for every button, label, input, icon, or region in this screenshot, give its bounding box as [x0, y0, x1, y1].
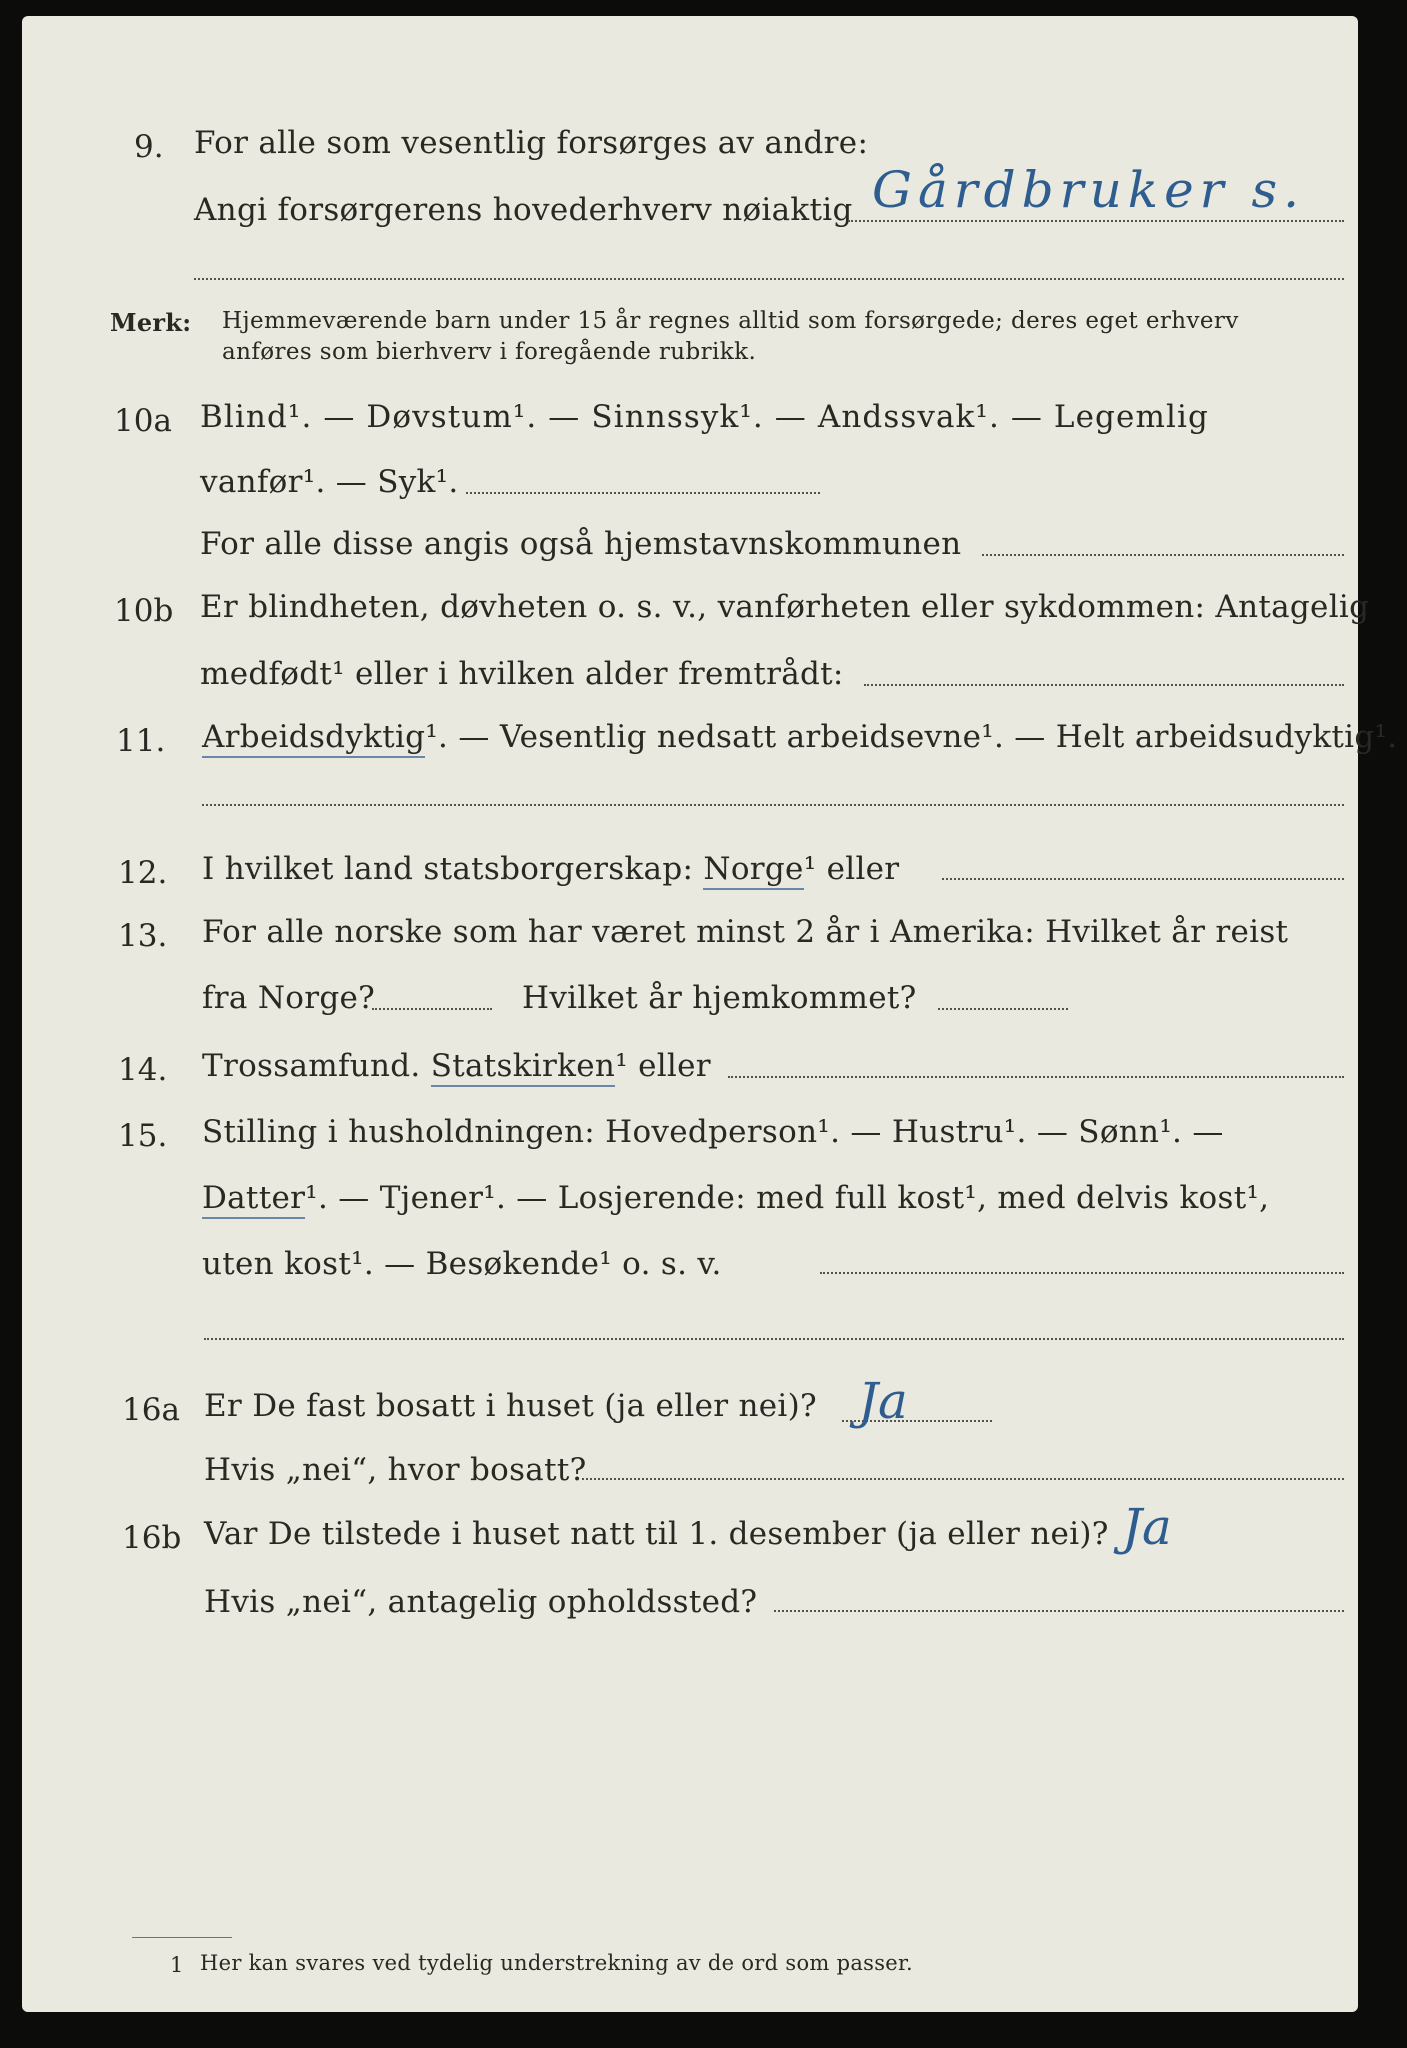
q11-rest: ¹. — Vesentlig nedsatt arbeidsevne¹. — Helt arbeidsudyktig¹.	[425, 719, 1398, 755]
q15-extra-line	[204, 1338, 1344, 1340]
q16b-number: 16b	[122, 1520, 182, 1556]
q15-line1: Stilling i husholdningen: Hovedperson¹. — Hustru¹. — Sønn¹. —	[202, 1114, 1224, 1150]
footnote-mark: 1	[170, 1953, 184, 1977]
q15-number: 15.	[118, 1118, 168, 1154]
q14-number: 14.	[118, 1052, 168, 1088]
q10b-line1: Er blindheten, døvheten o. s. v., vanførheten eller sykdommen: Antagelig	[200, 589, 1370, 625]
q14-trossamfund-line	[728, 1076, 1344, 1078]
q14-text	[202, 1048, 711, 1084]
q11-number: 11.	[116, 723, 166, 759]
q16b-handwritten-answer: Ja	[1122, 1498, 1172, 1556]
q9-extra-line	[194, 278, 1344, 280]
q15-line2	[202, 1180, 1269, 1216]
q10b-line2: medfødt¹ eller i hvilken alder fremtrådt:	[200, 656, 844, 692]
census-form-page	[22, 16, 1398, 2012]
q12-land-line	[942, 878, 1344, 880]
q15-underlined-option: Datter	[202, 1180, 305, 1219]
q10b-alder-line	[864, 684, 1344, 686]
merk-line1: Hjemmeværende barn under 15 år regnes alltid som forsørgede; deres eget erhverv	[222, 308, 1239, 334]
q16b-line1: Var De tilstede i huset natt til 1. desember (ja eller nei)?	[204, 1516, 1109, 1552]
q10a-number: 10a	[114, 403, 172, 439]
q9-handwritten-answer: Gårdbruker s.	[872, 161, 1306, 219]
q12-number: 12.	[118, 855, 168, 891]
q16a-line1: Er De fast bosatt i huset (ja eller nei)?	[204, 1388, 817, 1424]
q14-pre: Trossamfund.	[202, 1048, 421, 1084]
q13-number: 13.	[118, 918, 168, 954]
q10a-line1: Blind¹. — Døvstum¹. — Sinnssyk¹. — Andssvak¹. — Legemlig	[200, 399, 1209, 435]
q12-text	[202, 851, 899, 887]
footnote-text: Her kan svares ved tydelig understrekning av de ord som passer.	[200, 1951, 914, 1975]
q11-extra-line	[202, 804, 1344, 806]
q15-line3: uten kost¹. — Besøkende¹ o. s. v.	[202, 1246, 722, 1282]
q16b-line2: Hvis „nei“, antagelig opholdssted?	[204, 1584, 758, 1620]
q10a-line2: vanfør¹. — Syk¹.	[200, 464, 459, 500]
q14-underlined-option: Statskirken	[431, 1048, 615, 1087]
q10a-kommune-line	[982, 554, 1344, 556]
footnote-rule	[132, 1937, 232, 1938]
q16a-handwritten-answer: Ja	[858, 1372, 908, 1430]
q13-line2a: fra Norge?	[202, 980, 376, 1016]
q12-post: ¹ eller	[803, 851, 900, 887]
merk-label: Merk:	[110, 308, 192, 337]
q9-line1: For alle som vesentlig forsørges av andre:	[194, 125, 869, 161]
q10a-line3: For alle disse angis også hjemstavnskommunen	[200, 526, 962, 562]
q16a-line2: Hvis „nei“, hvor bosatt?	[204, 1452, 587, 1488]
q16b-opholdssted-line	[774, 1610, 1344, 1612]
q9-number: 9.	[134, 129, 164, 165]
q13-hjemkommet-line	[938, 1008, 1068, 1010]
q14-post: ¹ eller	[615, 1048, 711, 1084]
q15-besokende-line	[820, 1272, 1344, 1274]
q13-line1: For alle norske som har været minst 2 år i Amerika: Hvilket år reist	[202, 914, 1289, 950]
q13-reist-line	[372, 1008, 492, 1010]
q11-underlined-option: Arbeidsdyktig	[202, 719, 425, 758]
merk-line2: anføres som bierhverv i foregående rubrikk.	[222, 339, 757, 365]
q16a-number: 16a	[122, 1392, 180, 1428]
q12-underlined-option: Norge	[703, 851, 803, 890]
q10a-syk-line	[466, 492, 820, 494]
q10b-number: 10b	[114, 593, 174, 629]
q13-line2b: Hvilket år hjemkommet?	[522, 980, 917, 1016]
q16a-bosatt-line	[582, 1478, 1344, 1480]
q12-pre: I hvilket land statsborgerskap:	[202, 851, 694, 887]
q9-line2: Angi forsørgerens hovederhverv nøiaktig	[194, 192, 853, 228]
q9-answer-line	[848, 220, 1344, 222]
q11-text	[202, 719, 1397, 755]
q15-line2-rest: ¹. — Tjener¹. — Losjerende: med full kost¹, med delvis kost¹,	[305, 1180, 1270, 1216]
